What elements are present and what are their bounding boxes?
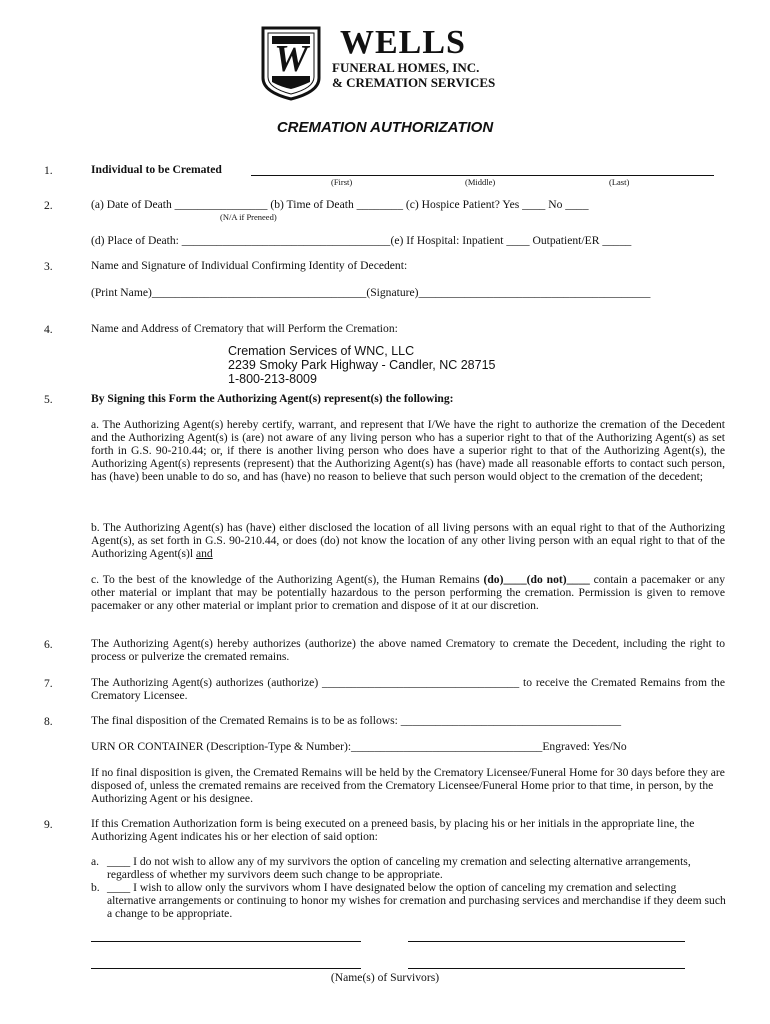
crematory-text: Name and Address of Crematory that will Perform the Cremation:: [91, 322, 398, 335]
final-disposition-line[interactable]: The final disposition of the Cremated Remains is to be as follows: ______________________________________: [91, 714, 622, 727]
pacemaker-do-options[interactable]: (do)____(do not)____: [483, 573, 590, 586]
clause-c: [91, 573, 725, 612]
last-sublabel: (Last): [609, 177, 630, 187]
section-5-heading: By Signing this Form the Authorizing Agent(s) represent(s) the following:: [91, 392, 454, 405]
section-5-number: 5.: [44, 393, 53, 406]
survivor-field-4[interactable]: [408, 968, 685, 969]
brand-line-2: & CREMATION SERVICES: [332, 75, 496, 90]
clause-b-text: b. The Authorizing Agent(s) has (have) either disclosed the location of all living persons with an equal right to that of the Authorizing Agent(s), as set forth in G.S. 90-210.44, or does (do) not know the location of any other living person with an equal right to that of the Authorizing Agent(s)l: [91, 521, 725, 560]
clause-b-and: and: [195, 547, 213, 560]
section-6-number: 6.: [44, 638, 53, 651]
brand-name: WELLS: [340, 24, 466, 61]
print-signature-line[interactable]: (Print Name)_____________________________________(Signature)________________________________________: [91, 286, 651, 299]
place-of-death-line[interactable]: (d) Place of Death: ____________________________________(e) If Hospital: Inpatient ____ Outpatient/ER _____: [91, 234, 632, 247]
page-title: CREMATION AUTHORIZATION: [276, 119, 494, 136]
preneed-text: If this Cremation Authorization form is being executed on a preneed basis, by placing his or her initials in the appropriate line, the Authorizing Agent indicates his or her election of said option:: [91, 817, 695, 843]
clause-a: a. The Authorizing Agent(s) hereby certify, warrant, and represent that I/We have the right to authorize the cremation of the Decedent and the Authorizing Agent(s) is (are) not aware of any living person who has a superior right to that of the Authorizing Agent(s) as set forth in G.S. 90-210.44; or, if there is another living person who does have a superior right to that of the Authorizing Agent(s), the Authorizing Agent(s) represents (represent) that the Authorizing Agent(s) has (have) made all reasonable efforts to contact such person, has (have) been unable to do so, and has (have) no reason to believe that such person would object to the cremation of the decedent;: [91, 418, 725, 483]
urn-container-line[interactable]: URN OR CONTAINER (Description-Type & Number):_________________________________Engraved: Yes/No: [91, 740, 627, 753]
disposition-note: If no final disposition is given, the Cremated Remains will be held by the Crematory Licensee/Funeral Home for 30 days before they are disposed of, unless the cremated remains are received from the Crematory Licensee/Funeral Home prior to that time, in person, by the Authorizing Agent or his designee.: [91, 766, 725, 805]
wells-logo-icon: [259, 26, 323, 101]
identity-confirm-text: Name and Signature of Individual Confirming Identity of Decedent:: [91, 259, 408, 272]
clause-b: [91, 521, 725, 560]
section-7-text[interactable]: The Authorizing Agent(s) authorizes (authorize) __________________________________ to receive the Cremated Remains from the Crematory Licensee.: [91, 676, 725, 702]
crematory-phone: 1-800-213-8009: [228, 372, 317, 386]
section-8-number: 8.: [44, 715, 53, 728]
clause-c-post: contain a pacemaker or any other material or implant that may be potentially hazardous to the person performing the cremation. Permission is given to remove pacemaker or any other material or implant prior to cremation and dispose of it at our discretion.: [91, 573, 726, 612]
first-sublabel: (First): [331, 177, 353, 187]
brand-line-1: FUNERAL HOMES, INC.: [332, 60, 480, 75]
section-2-number: 2.: [44, 199, 53, 212]
na-preneed-note: (N/A if Preneed): [220, 212, 277, 222]
clause-c-pre: c. To the best of the knowledge of the Authorizing Agent(s), the Human Remains: [91, 573, 484, 586]
section-4-number: 4.: [44, 323, 53, 336]
logo-monogram: W: [274, 38, 308, 80]
individual-label: Individual to be Cremated: [91, 163, 222, 176]
section-3-number: 3.: [44, 260, 53, 273]
option-a-text[interactable]: ____ I do not wish to allow any of my survivors the option of canceling my cremation and selecting alternative arrangements, regardless of whether my survivors deem such change to be appropriate.: [107, 855, 691, 881]
brand-block: [332, 24, 496, 90]
survivor-field-2[interactable]: [408, 941, 685, 942]
survivors-caption: (Name(s) of Survivors): [330, 971, 440, 984]
section-1-number: 1.: [44, 164, 53, 177]
survivor-field-1[interactable]: [91, 941, 361, 942]
individual-name-field[interactable]: [251, 162, 714, 176]
crematory-address: 2239 Smoky Park Highway - Candler, NC 28715: [228, 358, 496, 372]
survivor-field-3[interactable]: [91, 968, 361, 969]
section-7-number: 7.: [44, 677, 53, 690]
option-a-label: a.: [91, 855, 100, 868]
death-details-line[interactable]: (a) Date of Death ________________ (b) Time of Death ________ (c) Hospice Patient? Yes ____ No ____: [91, 198, 589, 211]
section-6-text: The Authorizing Agent(s) hereby authorizes (authorize) the above named Crematory to cremate the Decedent, including the right to process or pulverize the cremated remains.: [91, 637, 725, 663]
section-9-number: 9.: [44, 818, 53, 831]
crematory-address-block: [228, 344, 496, 386]
crematory-name: Cremation Services of WNC, LLC: [228, 344, 415, 358]
middle-sublabel: (Middle): [465, 177, 496, 187]
option-b-label: b.: [91, 881, 100, 894]
option-b-text[interactable]: ____ I wish to allow only the survivors whom I have designated below the option of canceling my cremation and selecting alternative arrangements or continuing to honor my wishes for cremation and purchasing services and merchandise if they deem such a change to be appropriate.: [107, 881, 726, 920]
